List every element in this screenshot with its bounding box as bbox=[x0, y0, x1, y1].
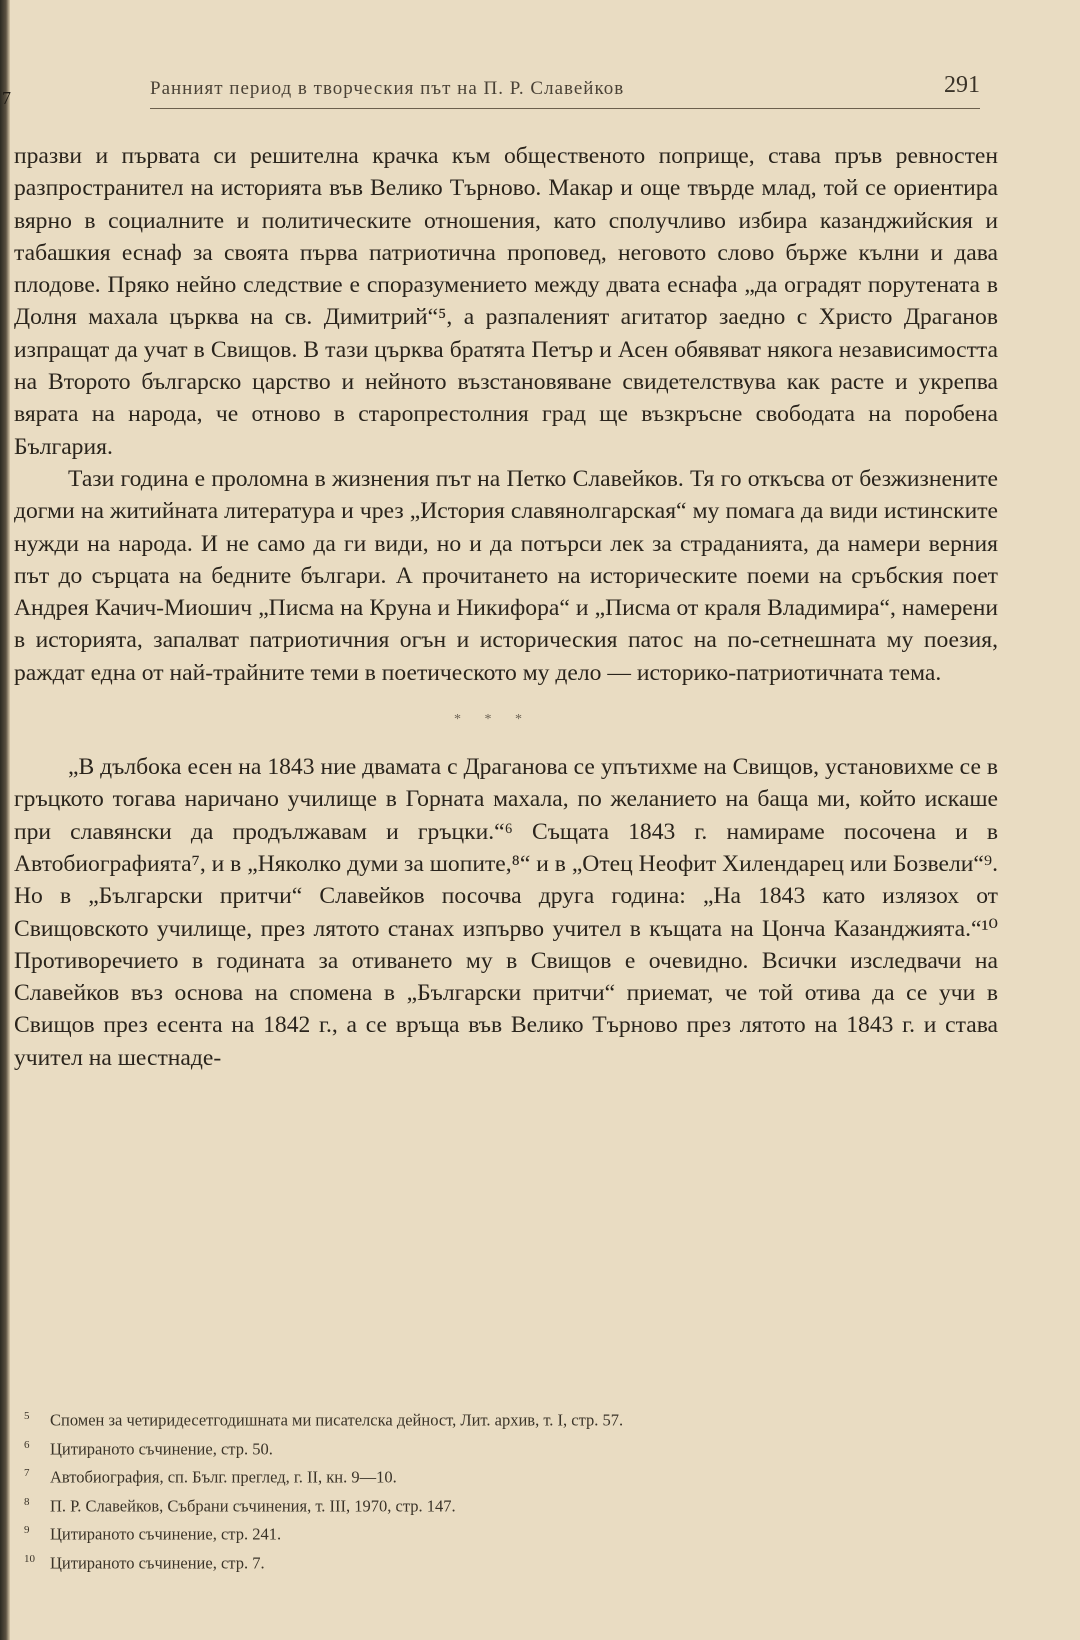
running-header bbox=[150, 72, 980, 109]
footnote-5 bbox=[14, 1404, 998, 1433]
footnote-mark: 8 bbox=[24, 1495, 30, 1508]
footnote-7 bbox=[14, 1461, 998, 1490]
footnotes bbox=[14, 1404, 998, 1575]
footnote-text: Цитираното съчинение, стр. 50. bbox=[50, 1439, 273, 1458]
footnote-8 bbox=[14, 1490, 998, 1519]
main-text bbox=[14, 140, 998, 1074]
footnote-mark: 6 bbox=[24, 1438, 30, 1451]
paragraph-3: „В дълбока есен на 1843 ние двамата с Драганова се упътихме на Свищов, установихме се в гръцкото тогава наричано училище в Горната махала, по желанието на баща ми, който искаше при славянски да продължавам и гръцки.“⁶ Същата 1843 г. намираме посочена и в Автобиографията⁷, и в „Няколко думи за шопите,⁸“ и в „Отец Неофит Хилендарец или Бозвели“⁹. Но в „Български притчи“ Славейков посочва друга година: „На 1843 като излязох от Свищовското училище, през лятото станах изпърво учител в къщата на Цонча Казанджията.“¹⁰ Противоречието в годината за отиването му в Свищов е очевидно. Всички изследвачи на Славейков въз основа на спомена в „Български притчи“ приемат, че той отива да се учи в Свищов през есента на 1842 г., а се връща във Велико Търново през лятото на 1843 г. и става учител на шестнаде- bbox=[14, 754, 998, 1071]
footnote-mark: 9 bbox=[24, 1524, 30, 1536]
footnote-10 bbox=[14, 1547, 998, 1576]
footnote-mark: 10 bbox=[24, 1552, 35, 1565]
paragraph-1: празви и първата си решителна крачка към общественото поприще, става пръв ревностен разпространител на историята във Велико Търново. Макар и още твърде млад, той се ориентира вярно в социалните и политическите отношения, като сполучливо избира казанджийския и табашкия еснаф за своята първа патриотична проповед, неговото слово бърже кълни и дава плодове. Пряко нейно следствие е споразумението между двата еснафа „да оградят порутената в Долня махала църква на св. Димитрий“⁵, а разпаленият агитатор заедно с Христо Драганов изпращат да учат в Свищов. В тази църква братята Петър и Асен обявяват някога независимостта на Второто българско царство и нейното възстановяване свидетелствува как расте и укрепва вярата на народа, че отново в старопрестолния град ще възкръсне свободата на поробена България. bbox=[14, 143, 998, 460]
footnote-text: Цитираното съчинение, стр. 7. bbox=[50, 1553, 265, 1572]
footnote-text: Автобиография, сп. Бълг. преглед, г. II, кн. 9—10. bbox=[50, 1467, 397, 1487]
footnote-6 bbox=[14, 1433, 998, 1462]
spine-mark: 7 bbox=[2, 88, 11, 108]
footnote-mark: 5 bbox=[24, 1410, 30, 1422]
footnote-text: Спомен за четиридесетгодишната ми писателска дейност, Лит. архив, т. I, стр. 57. bbox=[50, 1410, 624, 1430]
paragraph-2: Тази година е проломна в жизнения път на Петко Славейков. Тя го откъсва от безжизнените догми на житийната литература и чрез „История славянолгарская“ му помага да види истинските нужди на народа. И не само да ги види, но и да потърси лек за страданията, да намери верния път до сърцата на бедните българи. А прочитането на историческите поеми на сръбския поет Андрея Качич-Миошич „Писма на Круна и Никифора“ и „Писма от краля Владимира“, намерени в историята, запалват патриотичния огън и историческия патос на по-сетнешната му поезия, раждат една от най-трайните теми в поетическото му дело — историко-патриотичната тема. bbox=[14, 465, 998, 686]
footnote-text: П. Р. Славейков, Събрани съчинения, т. III, 1970, стр. 147. bbox=[50, 1496, 456, 1515]
running-title: Ранният период в творческия път на П. Р. Славейков bbox=[150, 78, 625, 99]
page-number: 291 bbox=[944, 72, 980, 98]
footnote-9 bbox=[14, 1518, 998, 1547]
footnote-mark: 7 bbox=[24, 1467, 30, 1479]
book-spine-edge bbox=[0, 0, 10, 1640]
section-separator: * * * bbox=[454, 712, 532, 728]
footnote-text: Цитираното съчинение, стр. 241. bbox=[50, 1524, 282, 1544]
